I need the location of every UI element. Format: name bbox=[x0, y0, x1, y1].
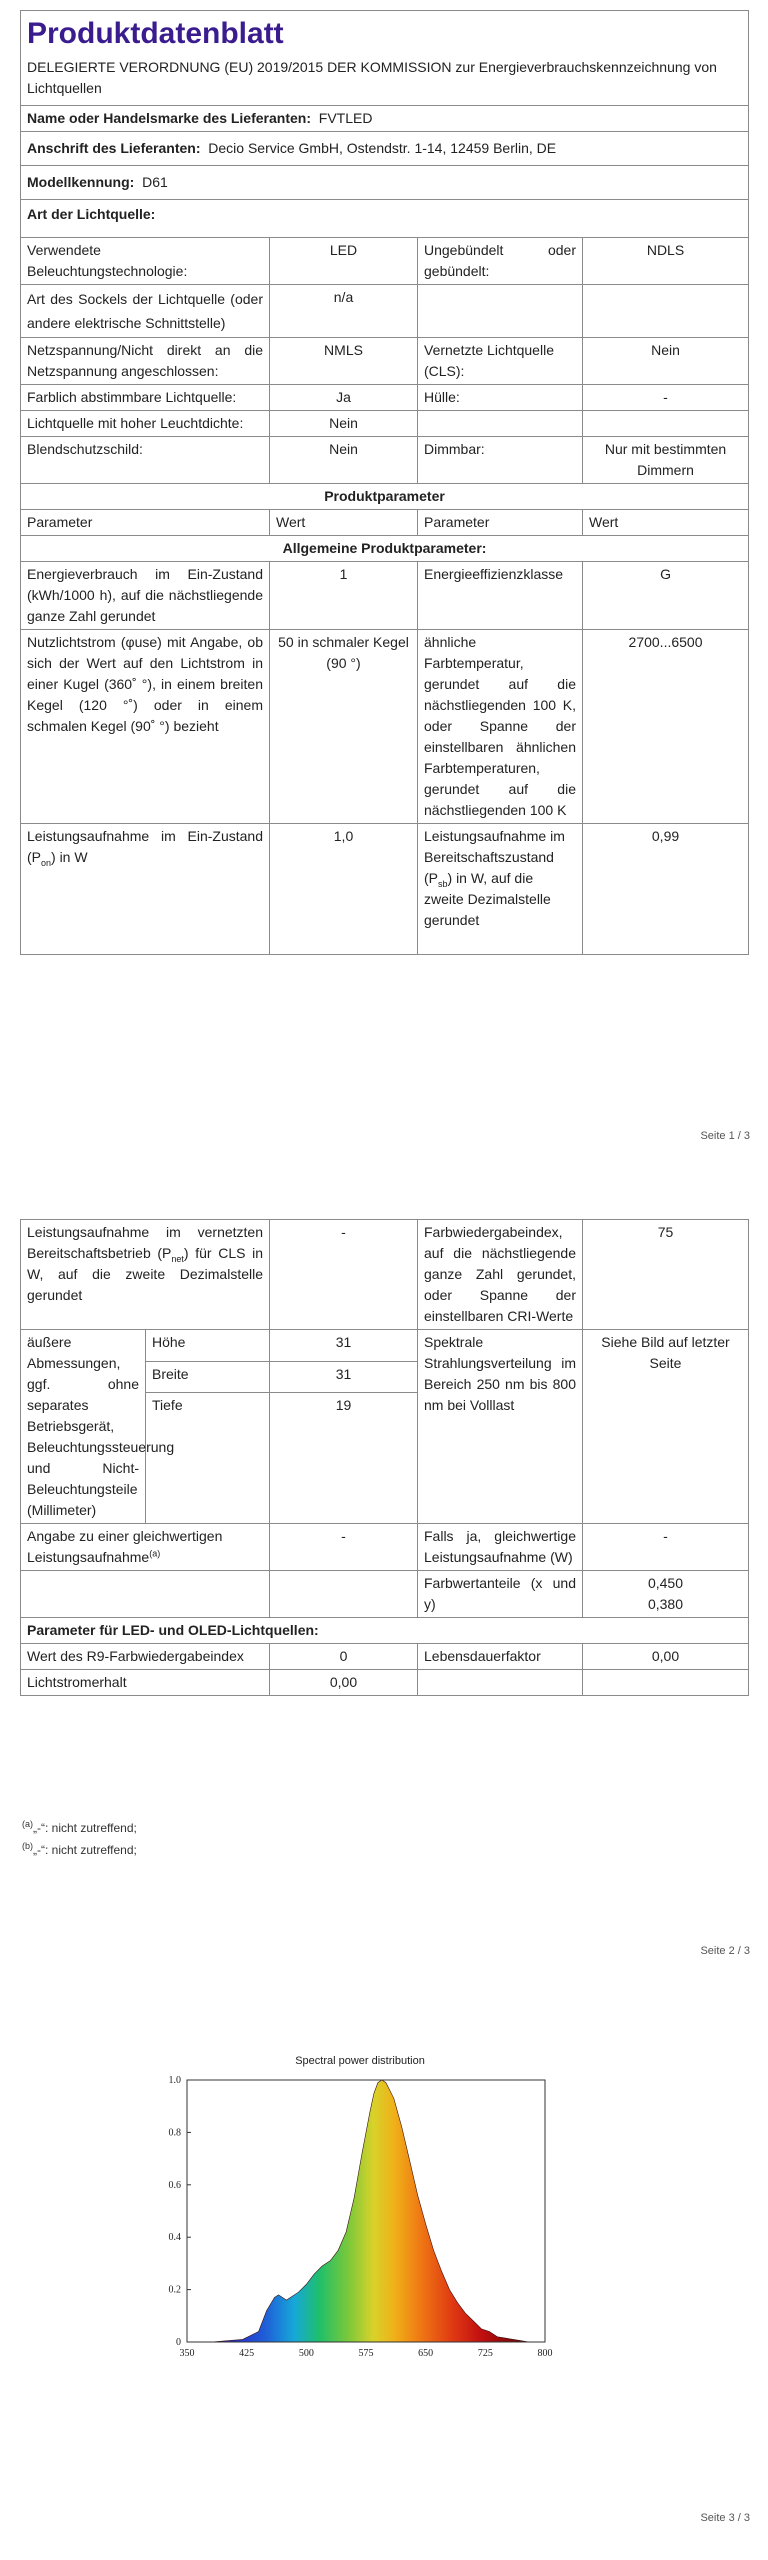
footnote-b: $^{(b)}$„-“: nicht zutreffend; bbox=[22, 1841, 137, 1857]
equiv-power-label: Falls ja, gleichwertige Leistungsaufnahme (W) bbox=[418, 1524, 583, 1571]
life-label: Lebensdauerfaktor bbox=[418, 1644, 583, 1670]
page-number-2: Seite 2 / 3 bbox=[700, 1945, 750, 1957]
pon-value: 1,0 bbox=[270, 824, 418, 955]
col-value-1: Wert bbox=[270, 510, 418, 536]
width-label: Breite bbox=[146, 1361, 270, 1393]
model-value: D61 bbox=[142, 174, 168, 190]
height-label: Höhe bbox=[146, 1330, 270, 1362]
datasheet-table-page1 bbox=[20, 10, 749, 955]
equiv-value: - bbox=[270, 1524, 418, 1571]
tech-value: LED bbox=[270, 238, 418, 285]
led-params-heading: Parameter für LED- und OLED-Lichtquellen: bbox=[21, 1618, 749, 1644]
equiv-power-value: - bbox=[583, 1524, 749, 1571]
cls-value: Nein bbox=[583, 338, 749, 385]
x-tick-label-4: 650 bbox=[418, 2348, 434, 2359]
pnet-label: Leistungsaufnahme im vernetzten Bereitschaftsbetrieb $(P_{net})$ für CLS in W, auf die zweite Dezimalstelle gerundet bbox=[21, 1220, 270, 1330]
depth-value: 19 bbox=[270, 1393, 418, 1524]
cri-value: 75 bbox=[583, 1220, 749, 1330]
datasheet-table-page2 bbox=[20, 1219, 749, 1696]
energy-label: Energieverbrauch im Ein-Zustand (kWh/1000 h), auf die nächstliegende ganze Zahl gerundet bbox=[21, 562, 270, 630]
life-value: 0,00 bbox=[583, 1644, 749, 1670]
x-tick-label-6: 800 bbox=[537, 2348, 553, 2359]
psb-value: 0,99 bbox=[583, 824, 749, 955]
cct-value: 2700...6500 bbox=[583, 630, 749, 824]
footnote-a: $^{(a)}$„-“: nicht zutreffend; bbox=[22, 1819, 137, 1835]
luminance-label: Lichtquelle mit hoher Leuchtdichte: bbox=[21, 411, 270, 437]
spectrum-area bbox=[211, 2080, 529, 2342]
depth-label: Tiefe bbox=[146, 1393, 270, 1524]
y-tick-label-3: 0.6 bbox=[168, 2179, 181, 2191]
width-value: 31 bbox=[270, 1361, 418, 1393]
page-title: Produktdatenblatt bbox=[27, 17, 284, 50]
base-value: n/a bbox=[270, 285, 418, 338]
r9-value: 0 bbox=[270, 1644, 418, 1670]
supplier-label: Name oder Handelsmarke des Lieferanten: bbox=[27, 110, 311, 126]
flux-value: 50 in schmaler Kegel (90 °) bbox=[270, 630, 418, 824]
flux-label: Nutzlichtstrom (φuse) mit Angabe, ob sich der Wert auf den Lichtstrom in einer Kugel (360˚ °), in einem breiten Kegel (120 °˚) oder in einem schmalen Kegel (90˚ °) bezieht bbox=[21, 630, 270, 824]
chroma-label: Farbwertanteile (x und y) bbox=[418, 1571, 583, 1618]
class-label: Energieeffizienzklasse bbox=[418, 562, 583, 630]
y-tick-label-4: 0.8 bbox=[168, 2127, 181, 2139]
dimmable-label: Dimmbar: bbox=[418, 437, 583, 484]
base-label: Art des Sockels der Lichtquelle (oder andere elektrische Schnittstelle) bbox=[21, 285, 270, 338]
product-params-heading: Produktparameter bbox=[21, 484, 749, 510]
chroma-value: 0,450 0,380 bbox=[583, 1571, 749, 1618]
chart-title: Spectral power distribution bbox=[295, 2055, 425, 2067]
r9-label: Wert des R9-Farbwiedergabeindex bbox=[21, 1644, 270, 1670]
x-tick-label-2: 500 bbox=[298, 2348, 314, 2359]
pon-label: Leistungsaufnahme im Ein-Zustand $(P_{on})$ in W bbox=[21, 824, 270, 955]
spectral-value: Siehe Bild auf letzter Seite bbox=[583, 1330, 749, 1524]
focus-label: Ungebündelt oder gebündelt: bbox=[418, 238, 583, 285]
col-param-1: Parameter bbox=[21, 510, 270, 536]
y-tick-label-2: 0.4 bbox=[168, 2232, 181, 2244]
maint-label: Lichtstromerhalt bbox=[21, 1670, 270, 1696]
mains-value: NMLS bbox=[270, 338, 418, 385]
source-type-heading: Art der Lichtquelle: bbox=[21, 200, 749, 238]
model-label: Modellkennung: bbox=[27, 174, 135, 190]
x-tick-label-1: 425 bbox=[239, 2348, 255, 2359]
general-params-heading: Allgemeine Produktparameter: bbox=[21, 536, 749, 562]
address-value: Decio Service GmbH, Ostendstr. 1-14, 12459 Berlin, DE bbox=[208, 140, 557, 156]
cri-label: Farbwiedergabeindex, auf die nächstliegende ganze Zahl gerundet, oder Spanne der einstellbaren CRI-Werte bbox=[418, 1220, 583, 1330]
height-value: 31 bbox=[270, 1330, 418, 1362]
col-value-2: Wert bbox=[583, 510, 749, 536]
x-tick-label-0: 350 bbox=[179, 2348, 195, 2359]
pnet-value: - bbox=[270, 1220, 418, 1330]
page-number-3: Seite 3 / 3 bbox=[700, 2512, 750, 2524]
shield-label: Blendschutzschild: bbox=[21, 437, 270, 484]
psb-label: Leistungsaufnahme im Bereitschaftszustand $(P_{sb})$ in W, auf die zweite Dezimalstelle gerundet bbox=[418, 824, 583, 955]
equiv-label: Angabe zu einer gleichwertigen Leistungsaufnahme$^{(a)}$ bbox=[21, 1524, 270, 1571]
focus-value: NDLS bbox=[583, 238, 749, 285]
dimmable-value: Nur mit bestimmten Dimmern bbox=[583, 437, 749, 484]
luminance-value: Nein bbox=[270, 411, 418, 437]
y-tick-label-0: 0 bbox=[176, 2337, 181, 2348]
shield-value: Nein bbox=[270, 437, 418, 484]
tunable-value: Ja bbox=[270, 385, 418, 411]
y-tick-label-1: 0.2 bbox=[168, 2284, 181, 2296]
tech-label: Verwendete Beleuchtungstechnologie: bbox=[21, 238, 270, 285]
supplier-value: FVTLED bbox=[318, 110, 373, 126]
tunable-label: Farblich abstimmbare Lichtquelle: bbox=[21, 385, 270, 411]
mains-label: Netzspannung/Nicht direkt an die Netzspannung angeschlossen: bbox=[21, 338, 270, 385]
energy-value: 1 bbox=[270, 562, 418, 630]
col-param-2: Parameter bbox=[418, 510, 583, 536]
envelope-label: Hülle: bbox=[418, 385, 583, 411]
y-tick-label-5: 1.0 bbox=[168, 2075, 181, 2086]
class-value: G bbox=[583, 562, 749, 630]
maint-value: 0,00 bbox=[270, 1670, 418, 1696]
regulation-text: DELEGIERTE VERORDNUNG (EU) 2019/2015 DER KOMMISSION zur Energieverbrauchskennzeichnung von Lichtquellen bbox=[27, 59, 717, 96]
x-tick-label-5: 725 bbox=[477, 2348, 493, 2359]
spectral-label: Spektrale Strahlungsverteilung im Bereich 250 nm bis 800 nm bei Volllast bbox=[418, 1330, 583, 1524]
spectral-power-chart bbox=[150, 2050, 570, 2370]
address-label: Anschrift des Lieferanten: bbox=[27, 140, 201, 156]
dimensions-label: äußere Abmessungen, ggf. ohne separates Betriebsgerät, Beleuchtungssteuerung und Nicht-Beleuchtungsteile (Millimeter) bbox=[21, 1330, 146, 1524]
envelope-value: - bbox=[583, 385, 749, 411]
cls-label: Vernetzte Lichtquelle (CLS): bbox=[418, 338, 583, 385]
page-number-1: Seite 1 / 3 bbox=[700, 1130, 750, 1142]
x-tick-label-3: 575 bbox=[358, 2348, 374, 2359]
cct-label: ähnliche Farbtemperatur, gerundet auf die nächstliegenden 100 K, oder Spanne der einstellbaren ähnlichen Farbtemperaturen, gerundet auf die nächstliegenden 100 K bbox=[418, 630, 583, 824]
